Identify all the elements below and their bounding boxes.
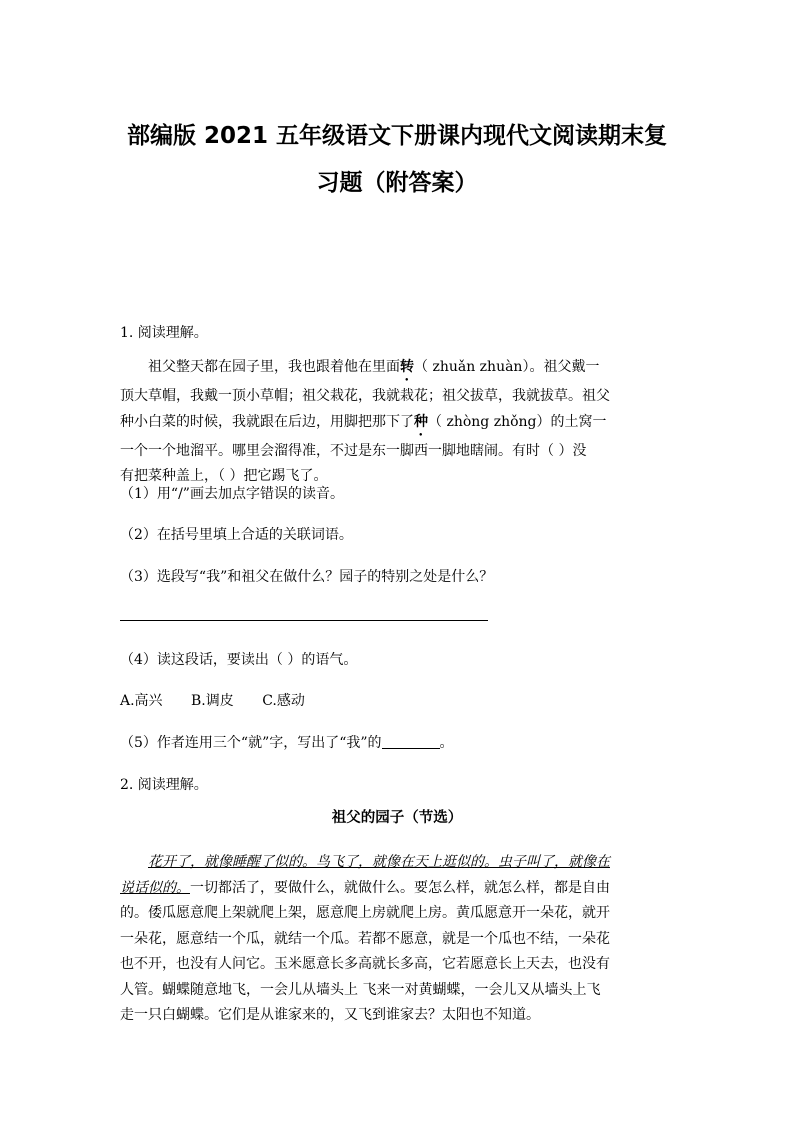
options-row (120, 690, 329, 710)
answer-line (120, 620, 488, 621)
question-1-passage (120, 355, 678, 490)
passage2-row-1 (120, 850, 678, 876)
sub-question-5: （5）作者连用三个“就”字，写出了“我”的 。 (120, 735, 454, 751)
passage2-row-5: 也不开，也没有人问它。玉米愿意长多高就长多高，它若愿意长上天去，也没有 (120, 956, 610, 972)
dotted-char-zhuan: 转 (400, 359, 414, 375)
passage-row-2: 顶大草帽，我戴一顶小草帽；祖父栽花，我就栽花；祖父拔草，我就拔草。祖父 (120, 388, 610, 404)
question-1-heading: 1. 阅读理解。 (120, 325, 208, 341)
sub-question-1: （1）用“/”画去加点字错误的读音。 (120, 486, 344, 502)
sub-question-3: （3）选段写“我”和祖父在做什么？园子的特别之处是什么？ (120, 569, 494, 585)
option-a: A.高兴 (120, 693, 163, 709)
question-2-passage (120, 850, 678, 1029)
passage-row-1: 祖父整天都在园子里，我也跟着他在里面转（ zhuǎn zhuàn）。祖父戴一 (148, 359, 600, 375)
sub-question-2: （2）在括号里填上合适的关联词语。 (120, 527, 353, 543)
passage-row-4: 一个一个地溜平。哪里会溜得准，不过是东一脚西一脚地瞎闹。有时（ ）没 (120, 442, 587, 459)
passage-title: 祖父的园子（节选） (331, 810, 463, 826)
passage-row-5: 有把菜种盖上，（ ）把它踢飞了。 (120, 468, 328, 484)
passage2-row-3: 的。倭瓜愿意爬上架就爬上架，愿意爬上房就爬上房。黄瓜愿意开一朵花，就开 (120, 905, 610, 921)
title-line-2: 习题（附答案） (316, 170, 478, 196)
fill-blank (382, 734, 440, 749)
underlined-sentence: 花开了，就像睡醒了似的。鸟飞了，就像在天上逛似的。虫子叫了，就像在 (148, 854, 610, 870)
passage2-row-6: 人管。蝴蝶随意地飞，一会儿从墙头上 飞来一对黄蝴蝶，一会儿又从墙头上飞 (120, 981, 601, 998)
passage2-row-2: 说话似的。一切都活了，要做什么，就做什么。要怎么样，就怎么样，都是自由 (120, 879, 610, 896)
sub-question-4: （4）读这段话，要读出（ ）的语气。 (120, 652, 358, 668)
question-2-heading: 2. 阅读理解。 (120, 777, 208, 793)
passage-row-3: 种小白菜的时候，我就跟在后边，用脚把那下了种（ zhòng zhǒng）的土窝一 (120, 413, 607, 430)
passage2-row-4: 一朵花，愿意结一个瓜，就结一个瓜。若都不愿意，就是一个瓜也不结，一朵花 (120, 930, 610, 947)
option-c: C.感动 (262, 693, 305, 709)
dotted-char-zhong: 种 (414, 413, 428, 430)
passage2-row-7: 走一只白蝴蝶。它们是从谁家来的，又飞到谁家去？太阳也不知道。 (120, 1007, 540, 1023)
option-b: B.调皮 (191, 693, 234, 709)
page-title (110, 113, 684, 207)
title-line-1: 部编版 2021 五年级语文下册课内现代文阅读期末复 (126, 123, 668, 149)
